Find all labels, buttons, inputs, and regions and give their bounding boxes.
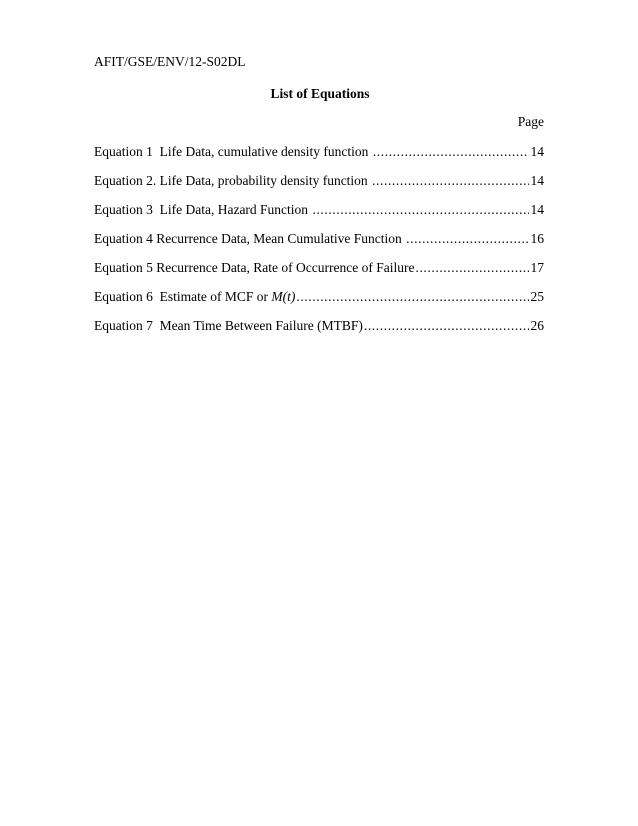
equation-page-number: 26 [530,318,544,333]
equation-page-number: 16 [530,231,544,246]
equation-page-number: 17 [530,260,544,275]
equation-entry[interactable] [94,202,544,231]
equation-entry[interactable] [94,144,544,173]
equation-title [94,289,295,305]
equation-list [94,144,544,347]
dot-leader [364,318,529,334]
equation-entry[interactable] [94,173,544,202]
dot-leader [406,231,528,247]
equation-title: Equation 1 Life Data, cumulative density function [94,144,372,159]
equation-page-number: 14 [530,202,544,217]
equation-entry[interactable] [94,231,544,260]
equation-title-text: Equation 6 Estimate of MCF or [94,289,272,304]
dot-leader [372,173,528,189]
equation-entry[interactable] [94,289,544,318]
document-id: AFIT/GSE/ENV/12-S02DL [94,54,246,69]
equation-title: Equation 7 Mean Time Between Failure (MTBF) [94,318,363,333]
equation-title: Equation 3 Life Data, Hazard Function [94,202,312,217]
equation-title: Equation 2. Life Data, probability density function [94,173,372,188]
equation-page-number: 14 [530,144,544,159]
equation-title-italic: M(t) [271,289,296,304]
equation-entry[interactable] [94,318,544,347]
dot-leader [373,144,529,160]
equation-page-number: 25 [530,289,544,304]
equation-title: Equation 4 Recurrence Data, Mean Cumulative Function [94,231,406,246]
dot-leader [296,289,528,305]
list-title: List of Equations [270,86,370,101]
dot-leader [312,202,528,218]
equation-title: Equation 5 Recurrence Data, Rate of Occurrence of Failure [94,260,415,275]
dot-leader [415,260,528,276]
equation-entry[interactable] [94,260,544,289]
equation-page-number: 14 [530,173,544,188]
page-column-label: Page [517,114,544,129]
